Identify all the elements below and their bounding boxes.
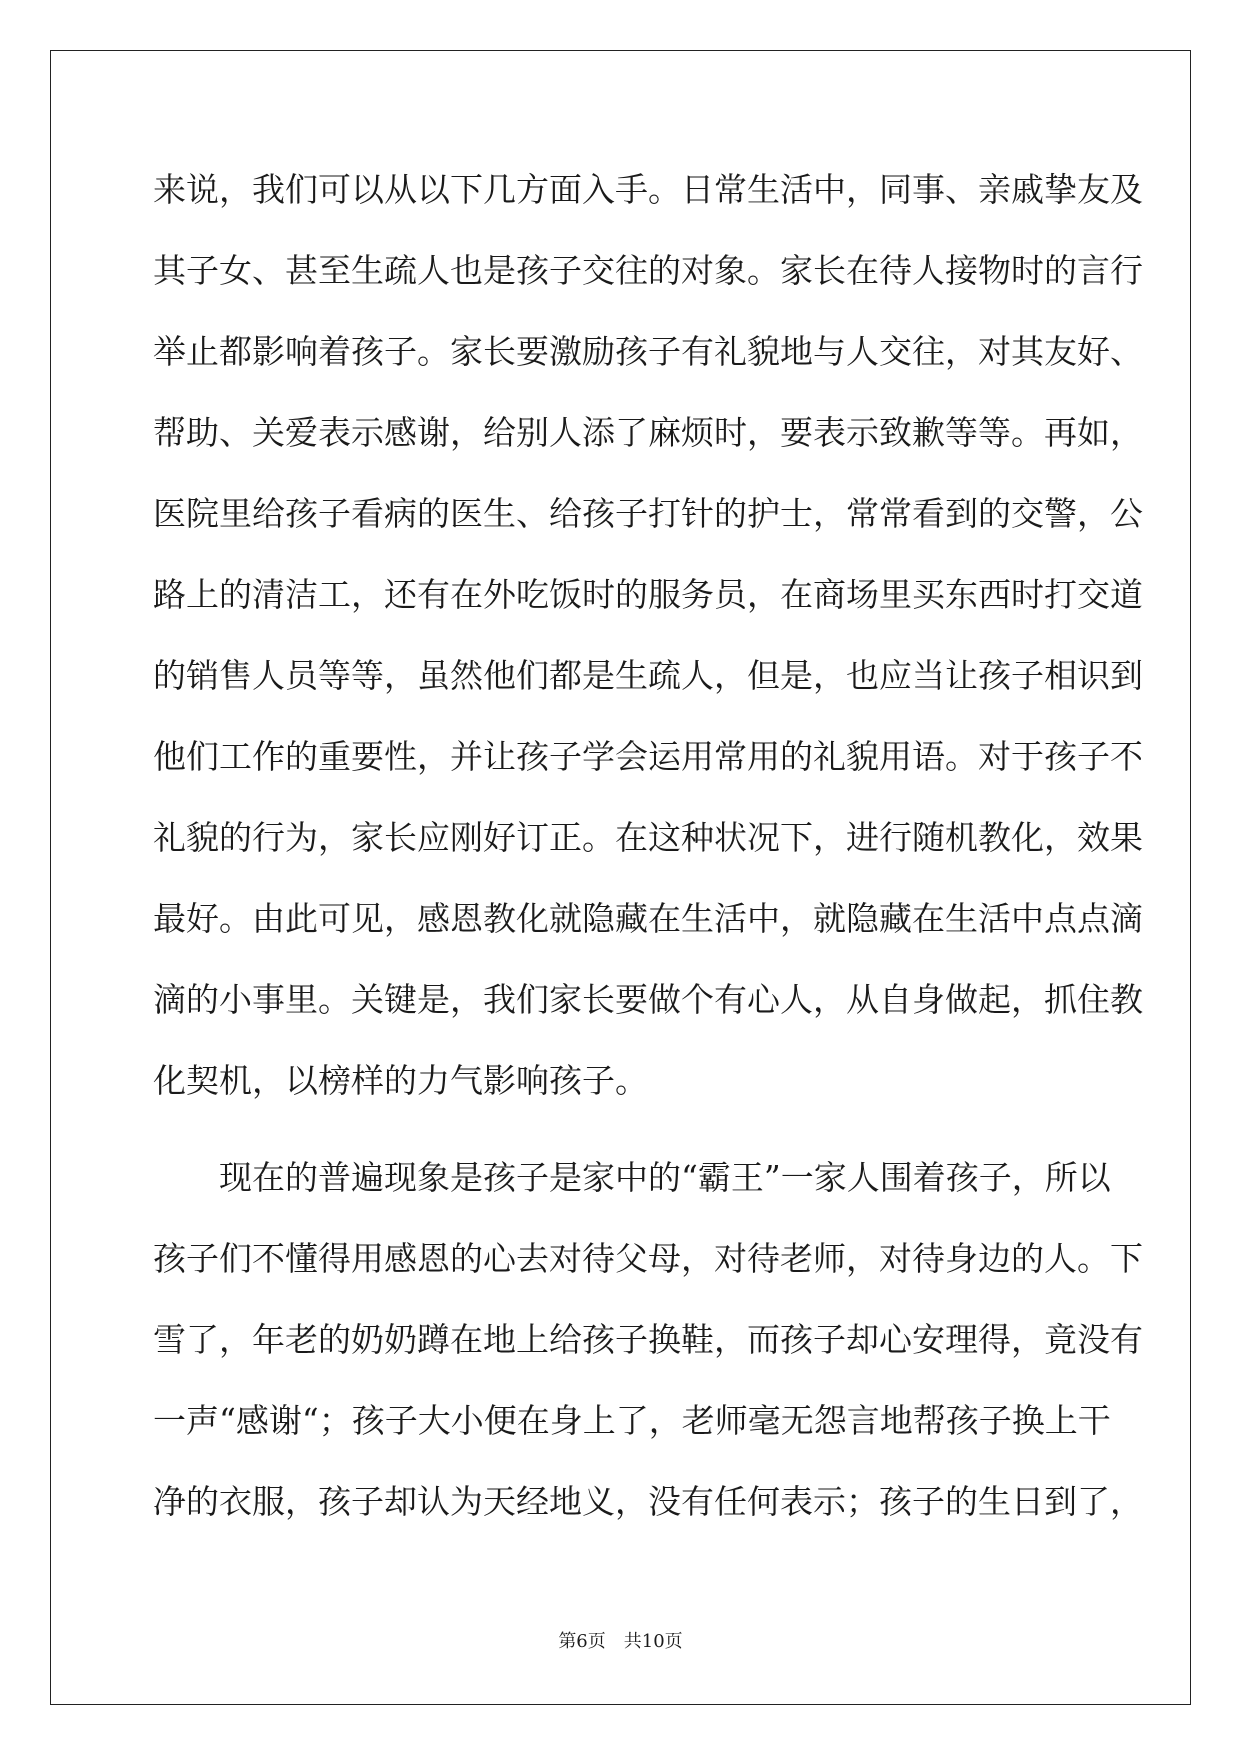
paragraph-2 xyxy=(153,1148,1143,1553)
text-line: 现在的普遍现象是孩子是家中的“霸王”一家人围着孩子，所以 xyxy=(153,1158,1111,1197)
paragraph-gap xyxy=(153,1132,1093,1148)
text-line: 其子女、甚至生疏人也是孩子交往的对象。家长在待人接物时的言行 xyxy=(153,251,1143,290)
page-number-footer: 第6页 共10页 xyxy=(558,1631,683,1652)
text-line: 他们工作的重要性，并让孩子学会运用常用的礼貌用语。对于孩子不 xyxy=(153,737,1143,776)
text-line: 的销售人员等等，虽然他们都是生疏人，但是，也应当让孩子相识到 xyxy=(153,656,1143,695)
text-line: 最好。由此可见，感恩教化就隐藏在生活中，就隐藏在生活中点点滴 xyxy=(153,899,1143,938)
text-line: 孩子们不懂得用感恩的心去对待父母，对待老师，对待身边的人。下 xyxy=(153,1239,1143,1278)
text-line: 来说，我们可以从以下几方面入手。日常生活中，同事、亲戚挚友及 xyxy=(153,170,1143,209)
text-line: 礼貌的行为，家长应刚好订正。在这种状况下，进行随机教化，效果 xyxy=(153,818,1143,857)
text-line: 举止都影响着孩子。家长要激励孩子有礼貌地与人交往，对其友好、 xyxy=(153,332,1143,371)
text-line: 路上的清洁工，还有在外吃饭时的服务员，在商场里买东西时打交道 xyxy=(153,575,1143,614)
text-line: 医院里给孩子看病的医生、给孩子打针的护士，常常看到的交警，公 xyxy=(153,494,1143,533)
text-line: 化契机，以榜样的力气影响孩子。 xyxy=(153,1061,648,1100)
document-body xyxy=(153,160,1143,1553)
text-line: 雪了，年老的奶奶蹲在地上给孩子换鞋，而孩子却心安理得，竟没有 xyxy=(153,1320,1143,1359)
text-line: 净的衣服，孩子却认为天经地义，没有任何表示；孩子的生日到了， xyxy=(153,1482,1143,1521)
paragraph-1 xyxy=(153,160,1143,1132)
text-line: 帮助、关爱表示感谢，给别人添了麻烦时，要表示致歉等等。再如， xyxy=(153,413,1143,452)
text-line: 一声“感谢“；孩子大小便在身上了，老师毫无怨言地帮孩子换上干 xyxy=(153,1401,1111,1440)
text-line: 滴的小事里。关键是，我们家长要做个有心人，从自身做起，抓住教 xyxy=(153,980,1143,1019)
